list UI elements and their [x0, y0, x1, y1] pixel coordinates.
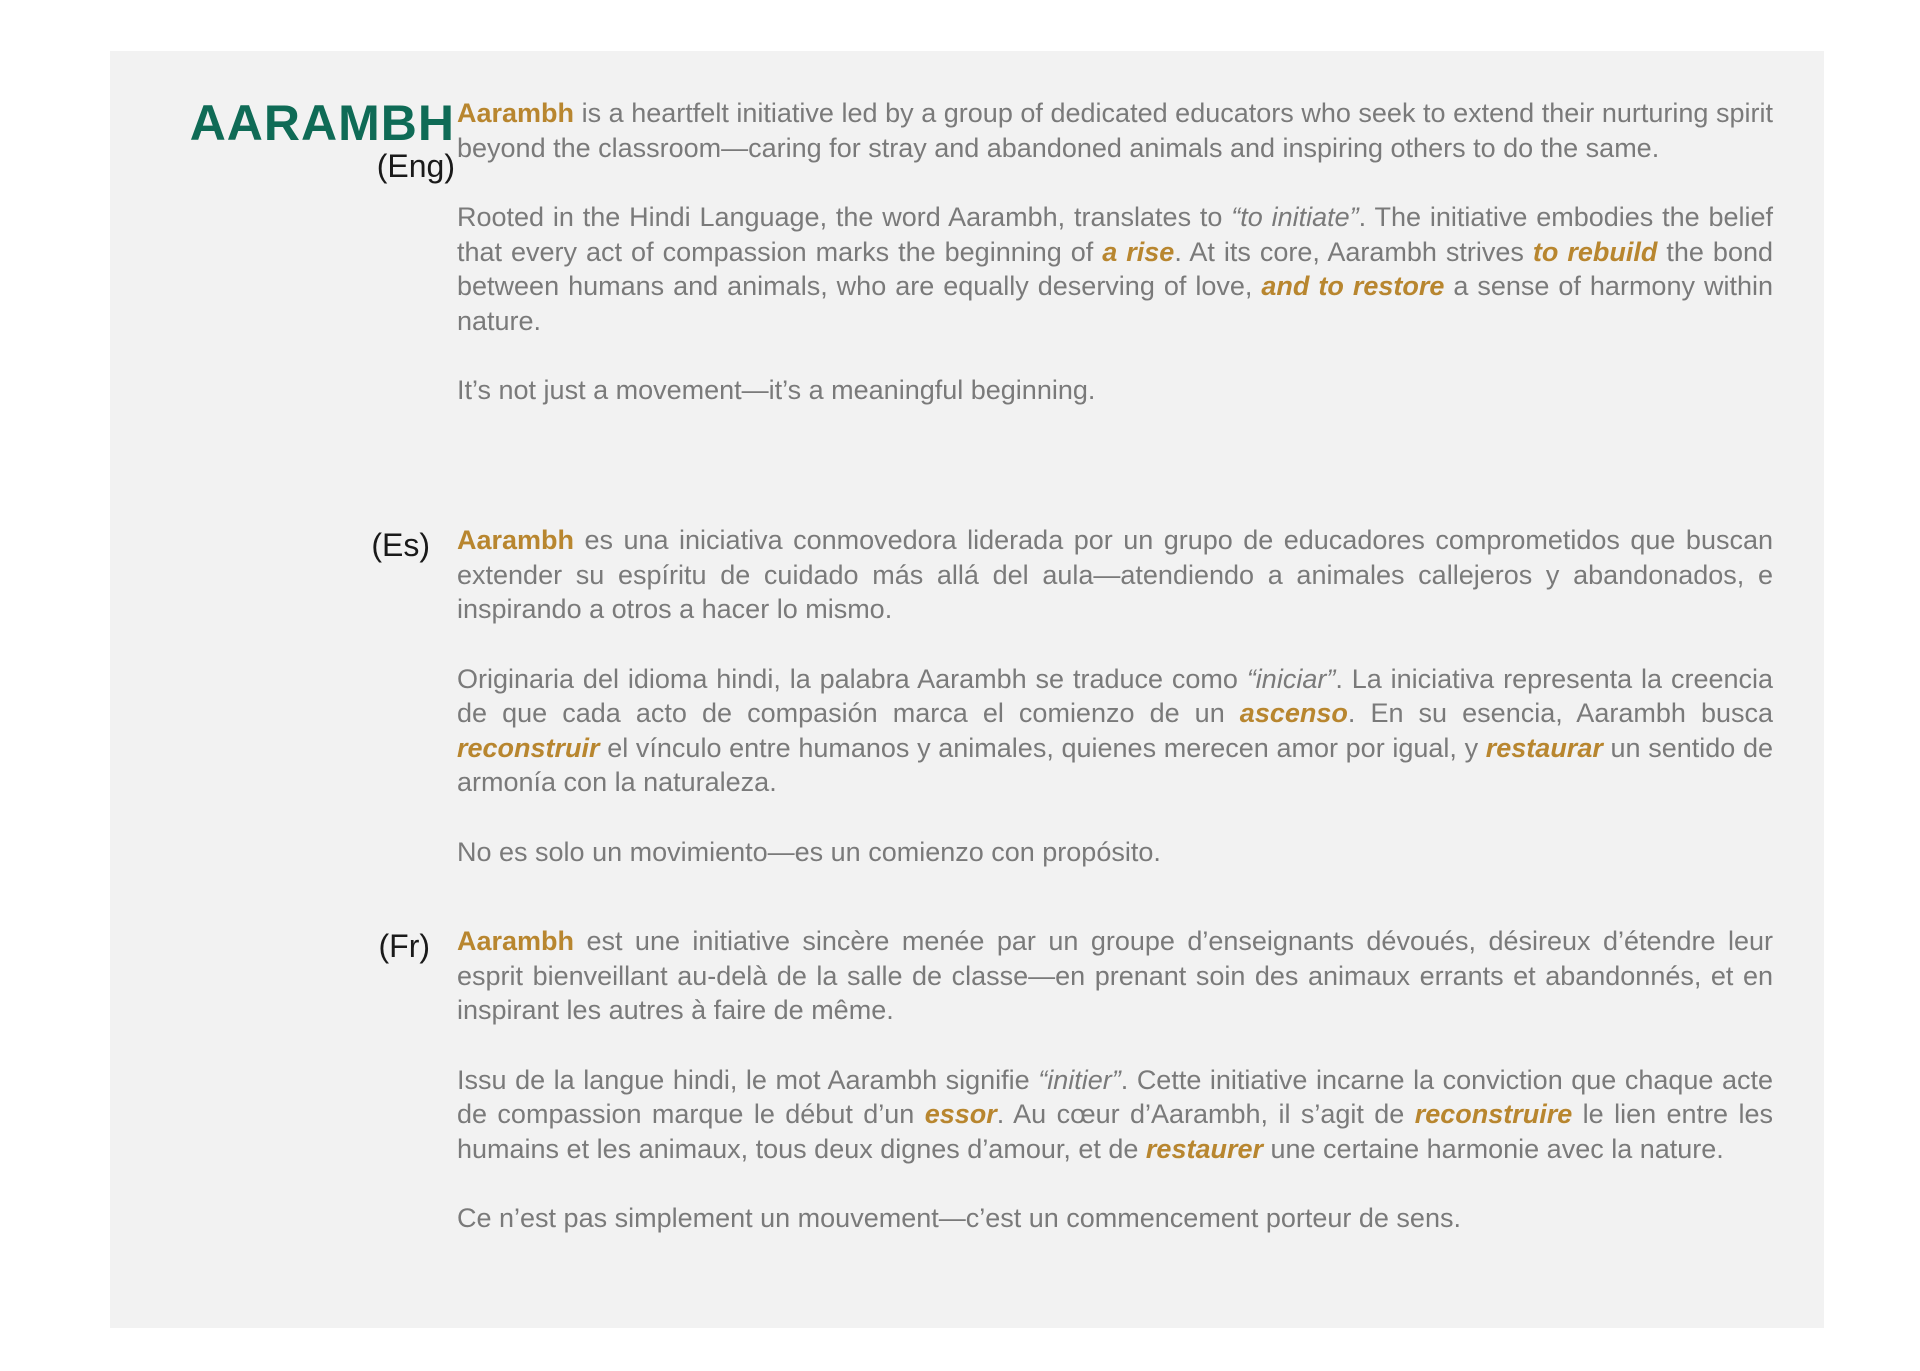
intro-text: es una iniciativa conmovedora liderada por un grupo de educadores comprometidos que buscan extender su espíritu de cuidado más allá del aula—atendiendo a animales callejeros y abandonados, e inspirando a otros a hacer lo mismo.	[457, 525, 1773, 624]
text-fragment: a sense of harmony within nature.	[457, 271, 1773, 336]
highlight-phrase: and to restore	[1261, 271, 1445, 301]
quoted-translation: “iniciar”	[1246, 663, 1336, 694]
paragraph-meaning	[457, 662, 1773, 800]
language-tag-french: (Fr)	[378, 928, 430, 964]
paragraph-closing: Ce n’est pas simplement un mouvement—c’est un commencement porteur de sens.	[457, 1203, 1461, 1233]
text-fragment: the bond between humans and animals, who are equally deserving of love,	[457, 236, 1773, 301]
language-tag-english: (Eng)	[376, 148, 455, 184]
english-text	[457, 96, 1773, 408]
highlight-phrase: a rise	[1102, 236, 1175, 267]
spanish-text	[457, 523, 1773, 869]
text-fragment: Rooted in the Hindi Language, the word Aarambh, translates to	[457, 202, 1232, 232]
page-title: AARAMBH	[189, 95, 455, 151]
text-fragment: . La iniciativa representa la creencia de que cada acto de compasión marca el comienzo de un	[457, 663, 1774, 728]
paragraph-meaning	[457, 200, 1773, 338]
text-fragment: le lien entre les humains et les animaux, tous deux dignes d’amour, et de	[457, 1099, 1773, 1164]
brand-word: Aarambh	[457, 98, 575, 128]
text-fragment: . En su esencia, Aarambh busca	[1347, 698, 1773, 728]
highlight-phrase: restaurer	[1145, 1133, 1263, 1164]
quoted-translation: “to initiate”	[1231, 202, 1359, 232]
brand-word: Aarambh	[457, 525, 575, 555]
paragraph-closing: It’s not just a movement—it’s a meaningful beginning.	[457, 375, 1096, 405]
highlight-phrase: ascenso	[1239, 698, 1348, 728]
text-fragment: . At its core, Aarambh strives	[1174, 236, 1533, 267]
paragraph-closing: No es solo un movimiento—es un comienzo con propósito.	[457, 836, 1161, 867]
section-label-english	[190, 96, 455, 184]
paragraph-intro	[457, 96, 1773, 165]
text-fragment: une certaine harmonie avec la nature.	[1263, 1133, 1724, 1164]
quoted-translation: “initier”	[1038, 1064, 1121, 1095]
text-fragment: Originaria del idioma hindi, la palabra Aarambh se traduce como	[457, 663, 1247, 694]
highlight-phrase: essor	[924, 1099, 997, 1129]
highlight-phrase: reconstruir	[457, 732, 600, 763]
highlight-phrase: restaurar	[1485, 732, 1603, 763]
french-text	[457, 924, 1773, 1236]
highlight-phrase: reconstruire	[1414, 1099, 1573, 1129]
paragraph-intro	[457, 924, 1773, 1028]
text-fragment: un sentido de armonía con la naturaleza.	[457, 732, 1773, 797]
brand-word: Aarambh	[457, 926, 575, 956]
text-fragment: . Au cœur d’Aarambh, il s’agit de	[996, 1099, 1415, 1129]
content-panel	[110, 51, 1824, 1328]
section-label-french	[378, 928, 430, 964]
text-fragment: el vínculo entre humanos y animales, quienes merecen amor por igual, y	[599, 732, 1486, 763]
text-fragment: . Cette initiative incarne la conviction que chaque acte de compassion marque le début d’un	[457, 1064, 1774, 1129]
section-label-spanish	[371, 527, 430, 563]
paragraph-meaning	[457, 1063, 1773, 1167]
language-tag-spanish: (Es)	[371, 527, 430, 563]
intro-text: est une initiative sincère menée par un groupe d’enseignants dévoués, désireux d’étendre leur esprit bienveillant au-delà de la salle de classe—en prenant soin des animaux errants et abandonnés, et en inspirant les autres à faire de même.	[457, 926, 1773, 1025]
paragraph-intro	[457, 523, 1773, 627]
highlight-phrase: to rebuild	[1532, 236, 1658, 267]
text-fragment: Issu de la langue hindi, le mot Aarambh signifie	[457, 1064, 1039, 1095]
text-fragment: . The initiative embodies the belief that every act of compassion marks the beginning of	[457, 202, 1773, 267]
intro-text: is a heartfelt initiative led by a group of dedicated educators who seek to extend their nurturing spirit beyond the classroom—caring for stray and abandoned animals and inspiring others to do the same.	[457, 98, 1773, 163]
